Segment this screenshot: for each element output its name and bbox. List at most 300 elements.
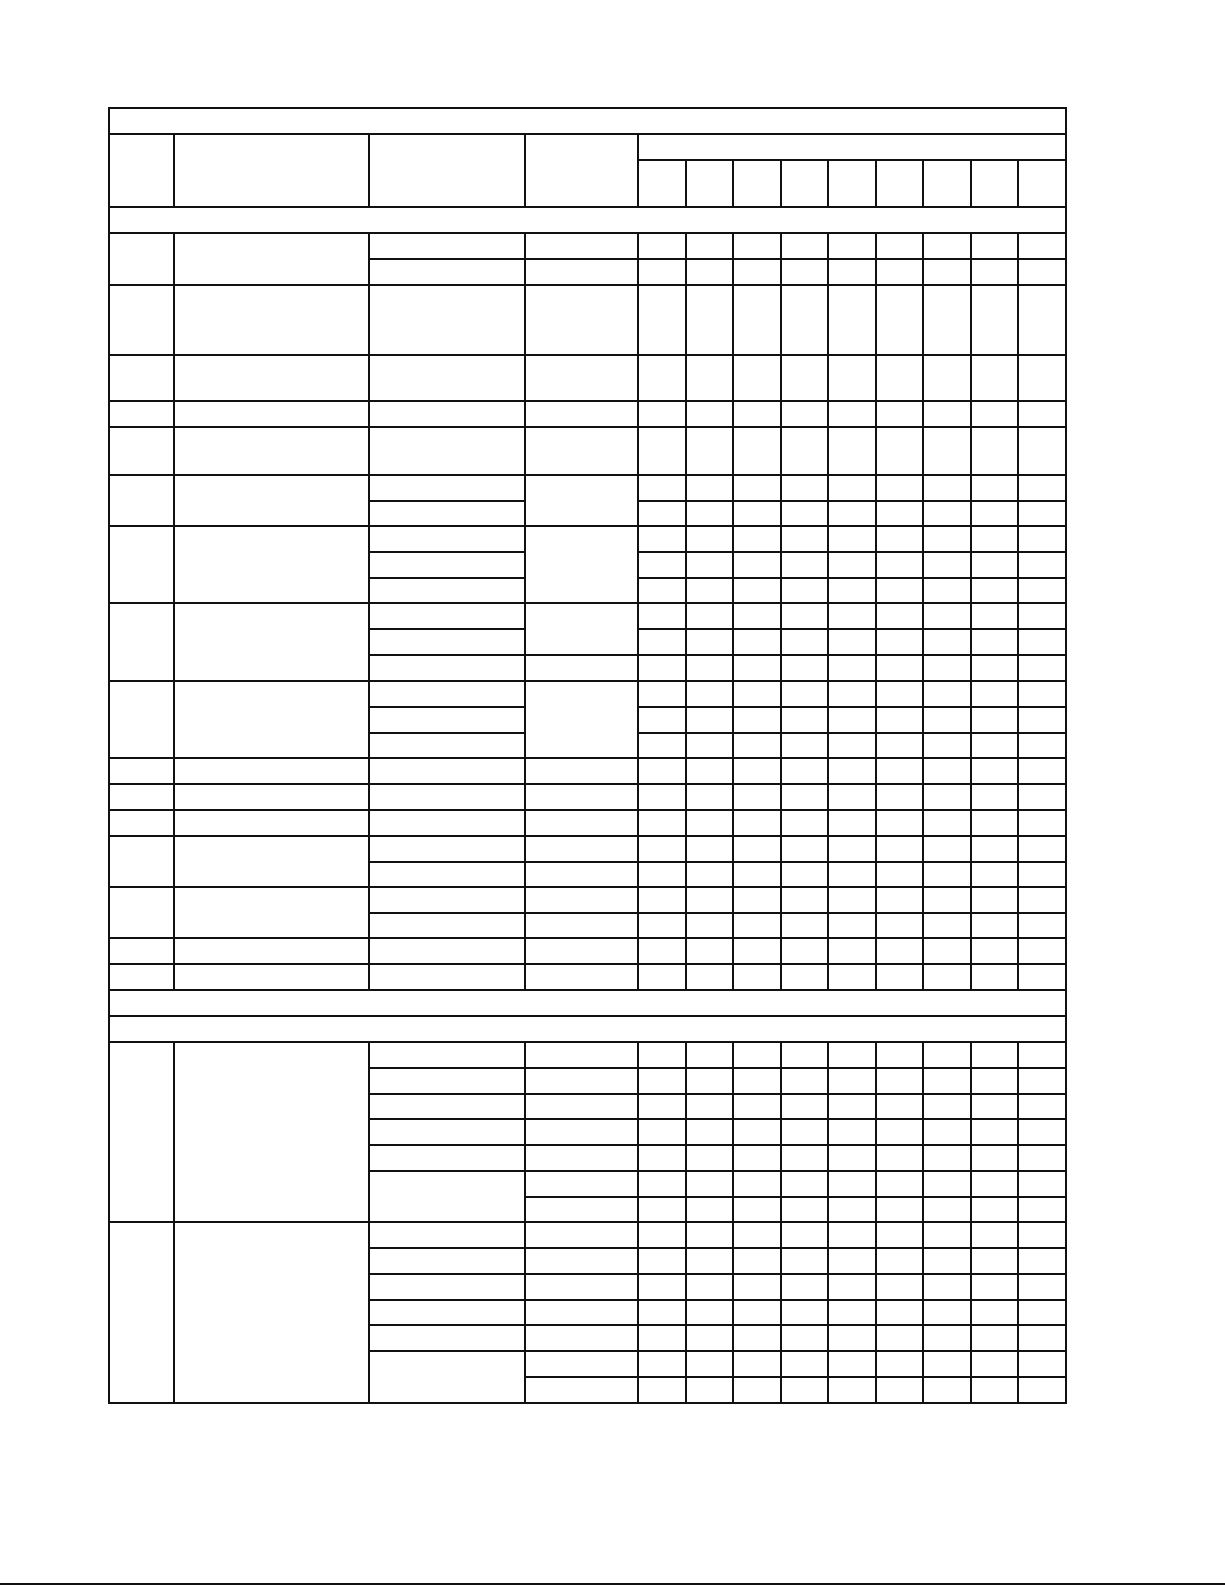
unit-cell — [524, 1093, 639, 1120]
value-cell — [637, 1118, 687, 1146]
value-cell — [970, 1299, 1019, 1326]
value-cell — [780, 937, 829, 965]
value-cell — [685, 963, 734, 991]
unit-cell — [524, 1324, 639, 1352]
value-cell — [1017, 1273, 1067, 1301]
value-cell — [637, 1324, 687, 1352]
value-cell — [1017, 500, 1067, 527]
value-cell — [827, 525, 877, 553]
value-cell — [685, 835, 734, 863]
value-cell — [970, 1247, 1019, 1275]
item-description-cell — [173, 937, 370, 965]
value-cell — [970, 1170, 1019, 1198]
value-cell — [1017, 525, 1067, 553]
header-col-unit — [524, 133, 639, 208]
unit-cell — [524, 354, 639, 402]
value-cell — [827, 937, 877, 965]
value-cell — [637, 654, 687, 682]
value-cell — [1017, 937, 1067, 965]
unit-cell — [524, 937, 639, 965]
header-subcolumn — [685, 159, 734, 208]
value-cell — [732, 258, 782, 286]
item-number-cell — [108, 680, 175, 759]
condition-cell — [368, 628, 526, 656]
condition-cell — [368, 577, 526, 604]
value-cell — [637, 551, 687, 579]
value-cell — [922, 551, 972, 579]
value-cell — [827, 1144, 877, 1172]
value-cell — [685, 426, 734, 476]
condition-cell — [368, 1324, 526, 1352]
condition-cell — [368, 1170, 526, 1223]
value-cell — [970, 654, 1019, 682]
value-cell — [922, 963, 972, 991]
value-cell — [970, 912, 1019, 939]
value-cell — [827, 1221, 877, 1249]
unit-cell — [524, 1299, 639, 1326]
section-two-subheading-row — [108, 1015, 1067, 1043]
value-cell — [1017, 354, 1067, 402]
unit-cell — [524, 1350, 639, 1378]
value-cell — [685, 258, 734, 286]
value-cell — [1017, 963, 1067, 991]
value-cell — [875, 912, 924, 939]
value-cell — [637, 525, 687, 553]
value-cell — [1017, 783, 1067, 811]
item-number-cell — [108, 963, 175, 991]
item-number-cell — [108, 1041, 175, 1223]
value-cell — [1017, 1221, 1067, 1249]
value-cell — [875, 1196, 924, 1223]
condition-cell — [368, 680, 526, 708]
value-cell — [732, 654, 782, 682]
value-cell — [922, 258, 972, 286]
value-cell — [827, 1247, 877, 1275]
value-cell — [780, 732, 829, 759]
value-cell — [970, 1144, 1019, 1172]
value-cell — [637, 628, 687, 656]
value-cell — [732, 937, 782, 965]
value-cell — [922, 732, 972, 759]
value-cell — [827, 1067, 877, 1095]
value-cell — [685, 937, 734, 965]
value-cell — [780, 1299, 829, 1326]
value-cell — [875, 474, 924, 502]
value-cell — [1017, 1350, 1067, 1378]
value-cell — [637, 354, 687, 402]
value-cell — [1017, 886, 1067, 914]
condition-cell — [368, 757, 526, 785]
value-cell — [970, 525, 1019, 553]
value-cell — [732, 354, 782, 402]
value-cell — [875, 963, 924, 991]
value-cell — [780, 1247, 829, 1275]
item-number-cell — [108, 400, 175, 428]
value-cell — [827, 912, 877, 939]
value-cell — [827, 835, 877, 863]
value-cell — [732, 1299, 782, 1326]
condition-cell — [368, 1041, 526, 1069]
value-cell — [922, 1324, 972, 1352]
value-cell — [1017, 628, 1067, 656]
value-cell — [970, 232, 1019, 260]
value-cell — [685, 680, 734, 708]
value-cell — [685, 1118, 734, 1146]
unit-cell — [524, 654, 639, 682]
value-cell — [970, 1324, 1019, 1352]
value-cell — [1017, 551, 1067, 579]
value-cell — [827, 284, 877, 356]
unit-cell — [524, 284, 639, 356]
value-cell — [685, 232, 734, 260]
value-cell — [780, 963, 829, 991]
unit-cell — [524, 426, 639, 476]
unit-cell — [524, 602, 639, 656]
value-cell — [1017, 400, 1067, 428]
item-description-cell — [173, 354, 370, 402]
value-cell — [637, 1376, 687, 1404]
unit-cell — [524, 1170, 639, 1198]
value-cell — [1017, 912, 1067, 939]
value-cell — [685, 1170, 734, 1198]
condition-cell — [368, 602, 526, 630]
value-cell — [637, 232, 687, 260]
value-cell — [685, 912, 734, 939]
value-cell — [780, 861, 829, 888]
value-cell — [637, 1093, 687, 1120]
value-cell — [1017, 232, 1067, 260]
value-cell — [875, 1376, 924, 1404]
value-cell — [970, 602, 1019, 630]
value-cell — [780, 284, 829, 356]
table-title-cell — [108, 107, 1067, 135]
value-cell — [875, 861, 924, 888]
value-cell — [827, 732, 877, 759]
value-cell — [780, 354, 829, 402]
value-cell — [780, 577, 829, 604]
value-cell — [637, 757, 687, 785]
value-cell — [637, 602, 687, 630]
condition-cell — [368, 1093, 526, 1120]
unit-cell — [524, 1118, 639, 1146]
value-cell — [732, 732, 782, 759]
value-cell — [1017, 861, 1067, 888]
value-cell — [970, 1273, 1019, 1301]
value-cell — [685, 1299, 734, 1326]
unit-cell — [524, 783, 639, 811]
value-cell — [922, 912, 972, 939]
item-description-cell — [173, 963, 370, 991]
condition-cell — [368, 783, 526, 811]
value-cell — [922, 1196, 972, 1223]
value-cell — [685, 783, 734, 811]
value-cell — [970, 963, 1019, 991]
value-cell — [827, 886, 877, 914]
value-cell — [922, 1221, 972, 1249]
value-cell — [970, 500, 1019, 527]
value-cell — [875, 628, 924, 656]
value-cell — [827, 783, 877, 811]
condition-cell — [368, 426, 526, 476]
value-cell — [732, 861, 782, 888]
value-cell — [922, 1067, 972, 1095]
value-cell — [637, 474, 687, 502]
value-cell — [970, 284, 1019, 356]
item-description-cell — [173, 835, 370, 888]
value-cell — [732, 783, 782, 811]
value-cell — [1017, 706, 1067, 734]
value-cell — [875, 654, 924, 682]
value-cell — [875, 1118, 924, 1146]
value-cell — [1017, 1118, 1067, 1146]
condition-cell — [368, 1221, 526, 1249]
header-col-condition — [368, 133, 526, 208]
value-cell — [732, 809, 782, 837]
value-cell — [827, 577, 877, 604]
value-cell — [875, 284, 924, 356]
value-cell — [685, 757, 734, 785]
item-number-cell — [108, 354, 175, 402]
item-number-cell — [108, 1221, 175, 1404]
unit-cell — [524, 1273, 639, 1301]
value-cell — [970, 861, 1019, 888]
value-cell — [827, 861, 877, 888]
item-description-cell — [173, 400, 370, 428]
value-cell — [637, 1247, 687, 1275]
value-cell — [875, 809, 924, 837]
value-cell — [970, 783, 1019, 811]
value-cell — [780, 551, 829, 579]
value-cell — [970, 1041, 1019, 1069]
value-cell — [780, 474, 829, 502]
value-cell — [1017, 1093, 1067, 1120]
value-cell — [827, 232, 877, 260]
value-cell — [732, 1221, 782, 1249]
value-cell — [732, 1093, 782, 1120]
value-cell — [827, 426, 877, 476]
value-cell — [732, 963, 782, 991]
value-cell — [875, 1067, 924, 1095]
item-number-cell — [108, 886, 175, 939]
value-cell — [732, 1144, 782, 1172]
value-cell — [922, 1041, 972, 1069]
item-description-cell — [173, 474, 370, 527]
value-cell — [685, 861, 734, 888]
value-cell — [685, 1144, 734, 1172]
unit-cell — [524, 525, 639, 604]
value-cell — [732, 1118, 782, 1146]
value-cell — [637, 835, 687, 863]
value-cell — [780, 1273, 829, 1301]
header-subcolumn — [1017, 159, 1067, 208]
value-cell — [922, 500, 972, 527]
unit-cell — [524, 1041, 639, 1069]
value-cell — [875, 525, 924, 553]
unit-cell — [524, 835, 639, 863]
value-cell — [922, 1273, 972, 1301]
value-cell — [1017, 258, 1067, 286]
value-cell — [875, 577, 924, 604]
value-cell — [827, 500, 877, 527]
value-cell — [922, 577, 972, 604]
value-cell — [875, 500, 924, 527]
value-cell — [732, 680, 782, 708]
value-cell — [875, 783, 924, 811]
condition-cell — [368, 886, 526, 914]
value-cell — [1017, 602, 1067, 630]
condition-cell — [368, 809, 526, 837]
value-cell — [875, 1041, 924, 1069]
item-number-cell — [108, 783, 175, 811]
unit-cell — [524, 1196, 639, 1223]
value-cell — [637, 732, 687, 759]
value-cell — [1017, 1247, 1067, 1275]
unit-cell — [524, 680, 639, 759]
value-cell — [827, 1299, 877, 1326]
value-cell — [875, 258, 924, 286]
value-cell — [637, 1196, 687, 1223]
item-description-cell — [173, 680, 370, 759]
value-cell — [637, 1299, 687, 1326]
value-cell — [1017, 680, 1067, 708]
condition-cell — [368, 912, 526, 939]
value-cell — [875, 757, 924, 785]
unit-cell — [524, 809, 639, 837]
value-cell — [827, 1273, 877, 1301]
value-cell — [1017, 1324, 1067, 1352]
value-cell — [875, 1247, 924, 1275]
value-cell — [922, 706, 972, 734]
condition-cell — [368, 732, 526, 759]
unit-cell — [524, 1144, 639, 1172]
condition-cell — [368, 835, 526, 863]
value-cell — [732, 426, 782, 476]
value-cell — [637, 680, 687, 708]
value-cell — [780, 809, 829, 837]
value-cell — [732, 232, 782, 260]
value-cell — [637, 426, 687, 476]
value-cell — [637, 963, 687, 991]
value-cell — [780, 654, 829, 682]
value-cell — [780, 1067, 829, 1095]
value-cell — [970, 1118, 1019, 1146]
value-cell — [970, 835, 1019, 863]
value-cell — [827, 551, 877, 579]
value-cell — [970, 1350, 1019, 1378]
value-cell — [637, 783, 687, 811]
condition-cell — [368, 1144, 526, 1172]
value-cell — [827, 680, 877, 708]
item-description-cell — [173, 783, 370, 811]
condition-cell — [368, 654, 526, 682]
value-cell — [827, 354, 877, 402]
unit-cell — [524, 861, 639, 888]
section-one-heading-row — [108, 206, 1067, 234]
condition-cell — [368, 937, 526, 965]
value-cell — [732, 706, 782, 734]
value-cell — [685, 602, 734, 630]
value-cell — [922, 426, 972, 476]
value-cell — [827, 1170, 877, 1198]
value-cell — [732, 628, 782, 656]
value-cell — [827, 1118, 877, 1146]
value-cell — [637, 284, 687, 356]
value-cell — [732, 284, 782, 356]
value-cell — [685, 886, 734, 914]
condition-cell — [368, 1299, 526, 1326]
value-cell — [827, 602, 877, 630]
value-cell — [875, 886, 924, 914]
value-cell — [1017, 757, 1067, 785]
condition-cell — [368, 551, 526, 579]
value-cell — [970, 577, 1019, 604]
value-cell — [780, 1118, 829, 1146]
value-cell — [732, 1247, 782, 1275]
value-cell — [970, 732, 1019, 759]
header-subcolumn — [637, 159, 687, 208]
item-number-cell — [108, 937, 175, 965]
value-cell — [685, 1247, 734, 1275]
value-cell — [732, 757, 782, 785]
value-cell — [685, 1350, 734, 1378]
value-cell — [970, 258, 1019, 286]
value-cell — [827, 258, 877, 286]
value-cell — [922, 1144, 972, 1172]
value-cell — [685, 1041, 734, 1069]
condition-cell — [368, 1247, 526, 1275]
item-description-cell — [173, 426, 370, 476]
value-cell — [827, 1376, 877, 1404]
value-cell — [875, 1093, 924, 1120]
value-cell — [827, 400, 877, 428]
item-number-cell — [108, 602, 175, 682]
item-number-cell — [108, 284, 175, 356]
item-description-cell — [173, 757, 370, 785]
item-description-cell — [173, 525, 370, 604]
value-cell — [685, 474, 734, 502]
unit-cell — [524, 1376, 639, 1404]
header-subcolumn — [780, 159, 829, 208]
value-cell — [637, 1350, 687, 1378]
item-number-cell — [108, 232, 175, 286]
value-cell — [922, 1170, 972, 1198]
value-cell — [1017, 1041, 1067, 1069]
value-cell — [685, 809, 734, 837]
condition-cell — [368, 1067, 526, 1095]
header-subcolumn — [970, 159, 1019, 208]
value-cell — [922, 1376, 972, 1404]
value-cell — [922, 400, 972, 428]
value-cell — [922, 602, 972, 630]
unit-cell — [524, 400, 639, 428]
value-cell — [637, 258, 687, 286]
value-cell — [732, 1324, 782, 1352]
value-cell — [827, 1196, 877, 1223]
value-cell — [922, 809, 972, 837]
value-cell — [922, 654, 972, 682]
value-cell — [827, 1350, 877, 1378]
value-cell — [827, 1324, 877, 1352]
value-cell — [732, 400, 782, 428]
value-cell — [875, 354, 924, 402]
value-cell — [685, 400, 734, 428]
value-cell — [637, 937, 687, 965]
section-two-heading-row — [108, 989, 1067, 1017]
item-number-cell — [108, 474, 175, 527]
value-cell — [922, 232, 972, 260]
value-cell — [875, 1324, 924, 1352]
header-col-item — [108, 133, 175, 208]
